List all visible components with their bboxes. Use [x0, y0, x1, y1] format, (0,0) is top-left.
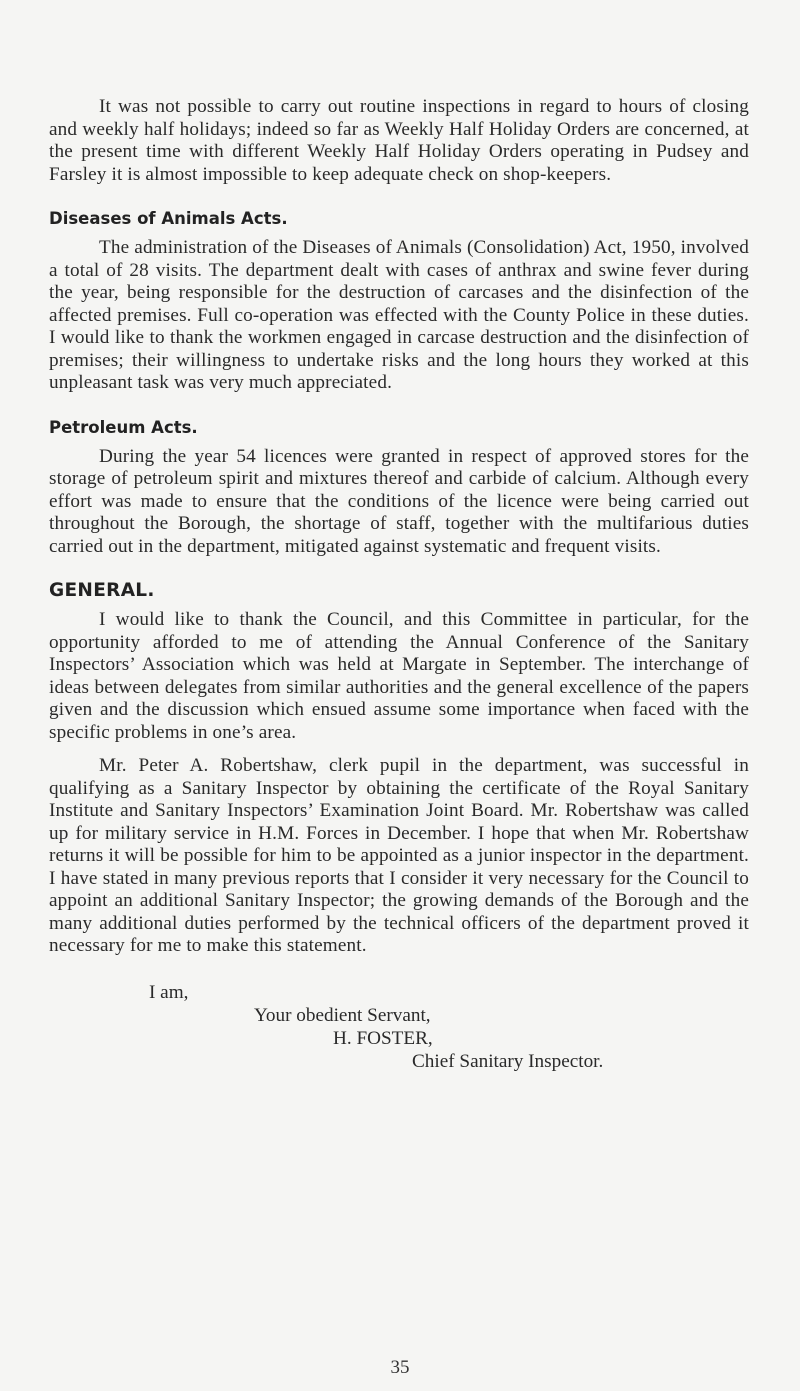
signoff-block [49, 981, 749, 1073]
diseases-heading: Diseases of Animals Acts. [49, 209, 288, 228]
signoff-closing: Your obedient Servant, [254, 1004, 431, 1026]
petroleum-paragraph: During the year 54 licences were granted in respect of approved stores for the storage of petroleum spirit and mixtures thereof and carbide of calcium. Although every effort was made to ensure that the conditions of the licence were being carried out throughout the Borough, the shortage of staff, together with the multifarious duties carried out in the department, mitigated against systematic and frequent visits. [49, 445, 749, 557]
signoff-greeting: I am, [149, 981, 189, 1003]
petroleum-heading: Petroleum Acts. [49, 417, 198, 437]
signoff-name: H. FOSTER, [333, 1027, 433, 1049]
general-paragraph-2: Mr. Peter A. Robertshaw, clerk pupil in the department, was successful in qualifying as a Sanitary Inspector by obtaining the certificate of the Royal Sanitary Institute and Sanitary Inspectors’ Examination Joint Board. Mr. Robertshaw was called up for military service in H.M. Forces in December. I hope that when Mr. Robertshaw returns it will be possible for him to be appointed as a junior inspector in the department. I have stated in many previous reports that I consider it very necessary for the Council to appoint an additional Sanitary Inspector; the growing demands of the Borough and the many additional duties performed by the technical officers of the department proved it necessary for me to make this statement. [49, 755, 749, 956]
page-number: 35 [390, 1357, 410, 1378]
general-heading: GENERAL. [49, 580, 155, 601]
intro-paragraph: It was not possible to carry out routine inspections in regard to hours of closing and weekly half holidays; indeed so far as Weekly Half Holiday Orders are concerned, at the present time with different Weekly Half Holiday Orders operating in Pudsey and Farsley it is almost impossible to keep adequate check on shop-keepers. [49, 96, 749, 185]
diseases-paragraph: The administration of the Diseases of Animals (Consolidation) Act, 1950, involved a total of 28 visits. The department dealt with cases of anthrax and swine fever during the year, being responsible for the destruction of carcases and the disinfection of the affected premises. Full co-operation was effected with the County Police in these duties. I would like to thank the workmen engaged in carcase destruction and the disinfection of premises; their willingness to undertake risks and the long hours they worked at this unpleasant task was very much appreciated. [49, 237, 749, 393]
signoff-title: Chief Sanitary Inspector. [412, 1050, 604, 1072]
general-paragraph-1: I would like to thank the Council, and this Committee in particular, for the opportunity afforded to me of attending the Annual Conference of the Sanitary Inspectors’ Association which was held at Margate in September. The interchange of ideas between delegates from similar authorities and the general excellence of the papers given and the discussion which ensued assume some importance when faced with the specific problems in one’s area. [49, 609, 749, 743]
document-page [49, 96, 749, 1073]
